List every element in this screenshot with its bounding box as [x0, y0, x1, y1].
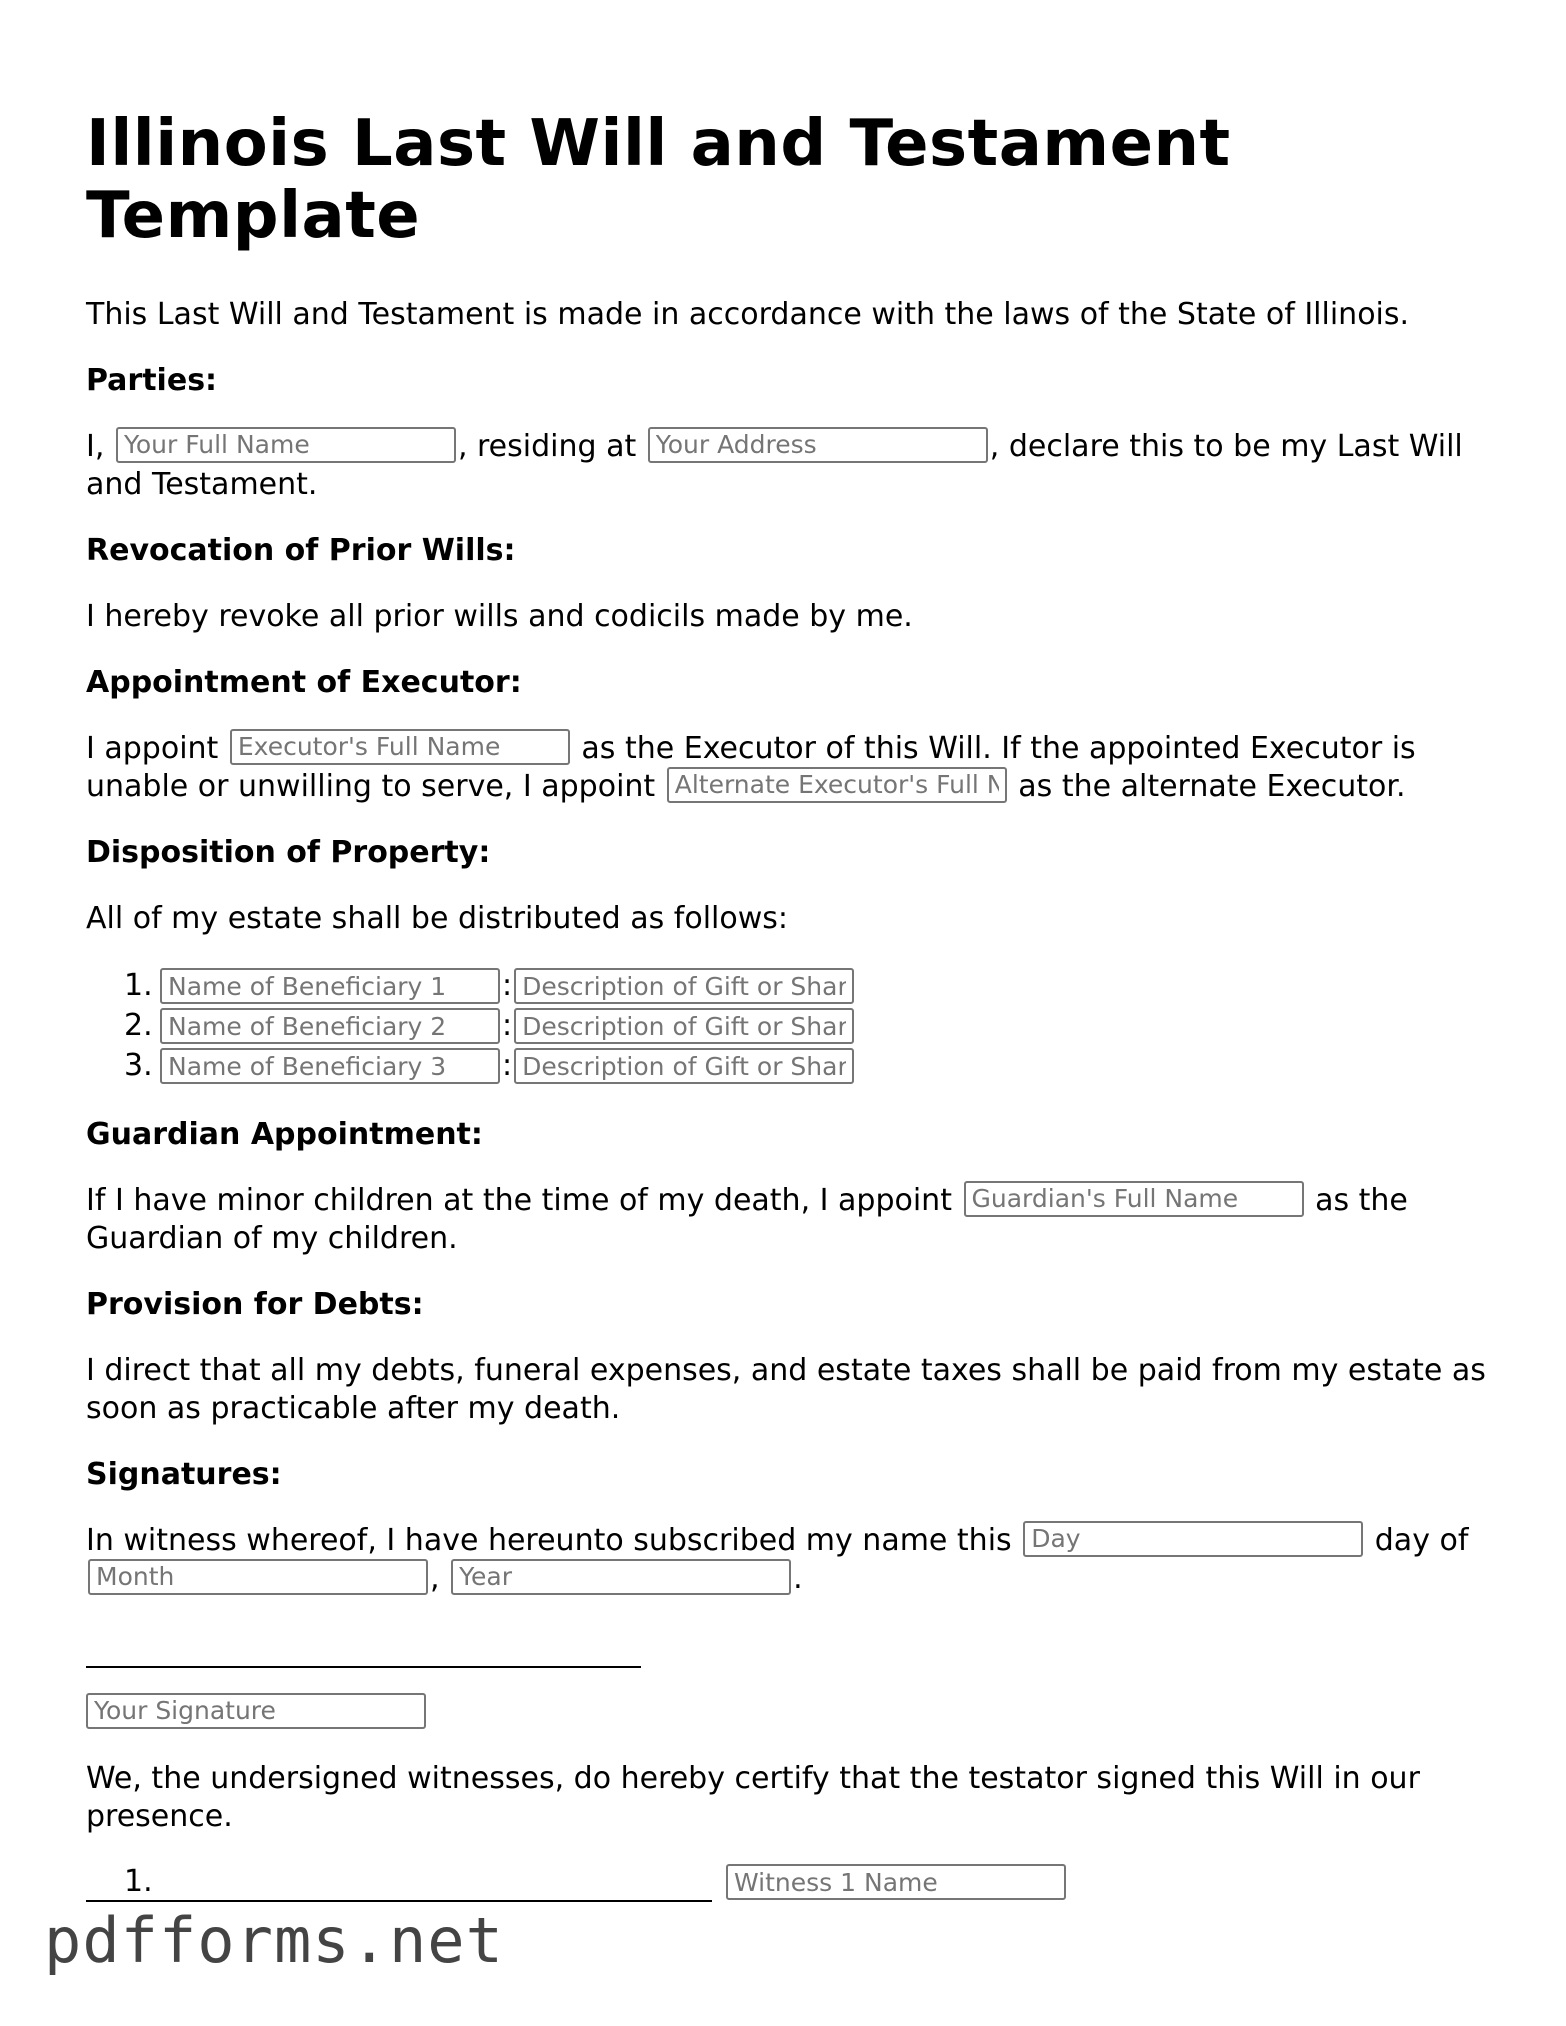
witness-1-signature-line — [86, 1900, 712, 1902]
revocation-heading: Revocation of Prior Wills: — [86, 533, 516, 568]
beneficiary-number: 2. — [124, 1008, 153, 1043]
beneficiary-number: 3. — [124, 1048, 153, 1083]
disposition-heading: Disposition of Property: — [86, 835, 491, 870]
guardian-name-input[interactable] — [964, 1181, 1304, 1217]
separator: : — [502, 968, 513, 1003]
parties-text-2: , residing at — [457, 429, 637, 464]
guardian-text-2: as the Guardian of my children. — [86, 1183, 1408, 1256]
witness-certification-text: We, the undersigned witnesses, do hereby certify that the testator signed this Will in our presence. — [86, 1761, 1420, 1834]
comma: , — [430, 1561, 440, 1596]
beneficiary-2-name-input[interactable] — [160, 1008, 500, 1044]
parties-text-1: I, — [86, 429, 105, 464]
executor-paragraph — [86, 730, 1486, 806]
executor-heading: Appointment of Executor: — [86, 665, 522, 700]
beneficiary-item — [124, 1006, 1486, 1046]
signature-input[interactable] — [86, 1693, 426, 1729]
beneficiary-1-name-input[interactable] — [160, 968, 500, 1004]
beneficiary-1-gift-input[interactable] — [514, 968, 854, 1004]
signatures-heading: Signatures: — [86, 1457, 282, 1492]
executor-name-input[interactable] — [230, 729, 570, 765]
will-document — [86, 108, 1486, 1924]
signature-field-row — [86, 1694, 1486, 1732]
witness-1-name-input[interactable] — [726, 1864, 1066, 1900]
disposition-text: All of my estate shall be distributed as follows: — [86, 901, 789, 936]
signature-text-2: day of — [1374, 1523, 1469, 1558]
parties-paragraph — [86, 428, 1486, 504]
signature-text-1: In witness whereof, I have hereunto subscribed my name this — [86, 1523, 1012, 1558]
intro-text: This Last Will and Testament is made in accordance with the laws of the State of Illinois. — [86, 297, 1410, 332]
address-input[interactable] — [648, 427, 988, 463]
parties-text-3: , declare this to be my Last Will and Testament. — [86, 429, 1463, 502]
signature-line — [86, 1626, 641, 1668]
separator: : — [502, 1048, 513, 1083]
separator: : — [502, 1008, 513, 1043]
beneficiary-list — [86, 966, 1486, 1086]
alternate-executor-input[interactable] — [667, 767, 1007, 803]
full-name-input[interactable] — [116, 427, 456, 463]
period: . — [793, 1561, 803, 1596]
executor-text-3: as the alternate Executor. — [1018, 769, 1406, 804]
guardian-paragraph — [86, 1182, 1486, 1258]
revocation-text: I hereby revoke all prior wills and codicils made by me. — [86, 599, 913, 634]
witness-1-number: 1. — [124, 1864, 153, 1899]
page-title: Illinois Last Will and Testament Template — [86, 107, 1231, 253]
debts-heading: Provision for Debts: — [86, 1287, 424, 1322]
watermark: pdfforms.net — [44, 1904, 504, 1977]
signature-date-paragraph — [86, 1522, 1486, 1598]
debts-text: I direct that all my debts, funeral expenses, and estate taxes shall be paid from my estate as soon as practicable after my death. — [86, 1353, 1486, 1426]
beneficiary-item — [124, 1046, 1486, 1086]
month-input[interactable] — [88, 1559, 428, 1595]
parties-heading: Parties: — [86, 363, 218, 398]
beneficiary-item — [124, 966, 1486, 1006]
day-input[interactable] — [1023, 1521, 1363, 1557]
beneficiary-2-gift-input[interactable] — [514, 1008, 854, 1044]
guardian-text-1: If I have minor children at the time of my death, I appoint — [86, 1183, 952, 1218]
beneficiary-3-name-input[interactable] — [160, 1048, 500, 1084]
beneficiary-number: 1. — [124, 968, 153, 1003]
guardian-heading: Guardian Appointment: — [86, 1117, 483, 1152]
executor-text-1: I appoint — [86, 731, 219, 766]
year-input[interactable] — [451, 1559, 791, 1595]
beneficiary-3-gift-input[interactable] — [514, 1048, 854, 1084]
executor-text-2: as the Executor of this Will. If the appointed Executor is unable or unwilling to serve, I appoint — [86, 731, 1416, 804]
